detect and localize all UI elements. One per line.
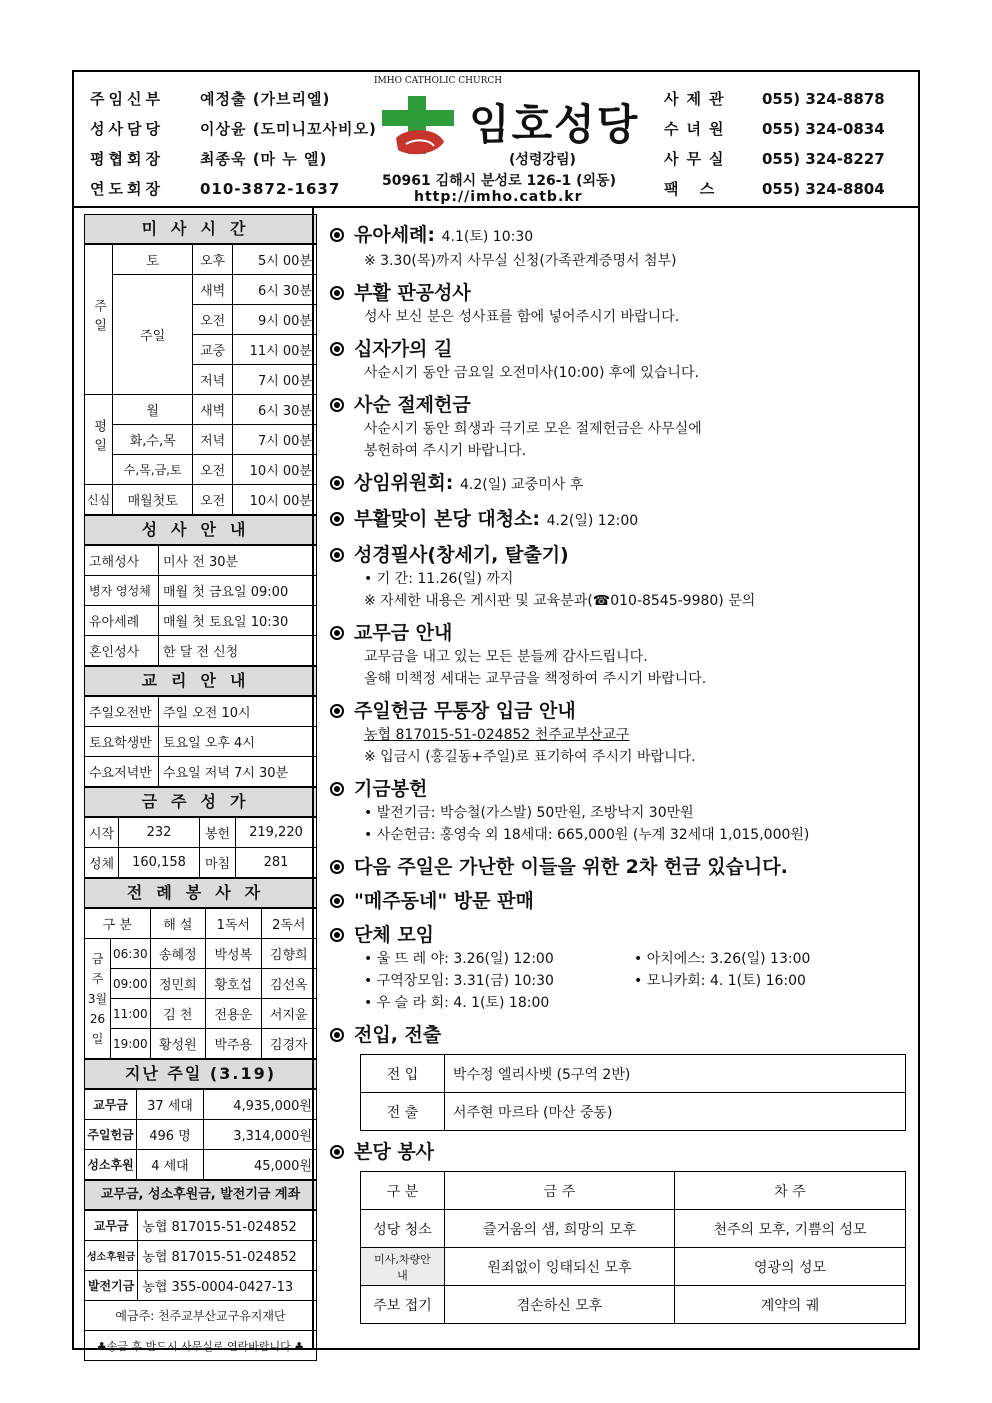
value: 매월 첫 토요일 10:30 xyxy=(159,606,317,636)
name: 정민희 xyxy=(150,969,205,999)
key: 주보 접기 xyxy=(361,1286,445,1324)
title: 교무금 안내 xyxy=(354,622,453,644)
transfer-table xyxy=(360,1054,906,1131)
line: 사순시기 동안 금요일 오전미사(10:00) 후에 있습니다. xyxy=(364,365,699,381)
label: 연도회장 xyxy=(90,180,164,198)
label: 사제관 xyxy=(664,90,732,108)
name: 황호섭 xyxy=(206,969,261,999)
key: 성소후원 xyxy=(85,1150,137,1180)
title: 주일헌금 무통장 입금 안내 xyxy=(354,700,576,722)
label: 성사담당 xyxy=(90,120,164,138)
servers-table xyxy=(84,908,317,1059)
period: 오후 xyxy=(193,245,233,275)
time: 09:00 xyxy=(111,969,151,999)
time: 6시 30분 xyxy=(233,275,317,305)
group-item: • 구역장모임: 3.31(금) 10:30 xyxy=(364,973,554,989)
period: 오전 xyxy=(193,455,233,485)
time: 9시 00분 xyxy=(233,305,317,335)
title: 단체 모임 xyxy=(354,924,435,946)
line: 올해 미책정 세대는 교무금을 책정하여 주시기 바랍니다. xyxy=(364,671,707,687)
notice-lent-offering xyxy=(330,392,910,462)
time: 6시 30분 xyxy=(233,395,317,425)
time: 7시 00분 xyxy=(233,365,317,395)
key: 발전기금 xyxy=(85,1271,138,1301)
key: 고해성사 xyxy=(85,546,159,576)
value: 원죄없이 잉태되신 모후 xyxy=(445,1248,675,1286)
key: 마침 xyxy=(200,848,236,878)
group-item: • 우 슬 라 회: 4. 1(토) 18:00 xyxy=(364,995,550,1011)
name: 전용운 xyxy=(206,999,261,1029)
period: 저녁 xyxy=(193,425,233,455)
bullet-icon xyxy=(330,782,344,796)
title: 성경필사(창세기, 탈출기) xyxy=(354,544,569,566)
notice-meju xyxy=(330,888,910,914)
group-item: • 울 뜨 레 야: 3.26(일) 12:00 xyxy=(364,951,554,967)
subtitle: 4.2(일) 12:00 xyxy=(546,513,639,529)
label: 평협회장 xyxy=(90,150,164,168)
account-number: 농협 817015-51-024852 천주교부산교구 xyxy=(364,727,630,743)
notice-deposit xyxy=(330,698,910,768)
value: 이상윤 (도미니꼬사비오) xyxy=(200,120,377,138)
value: 주일 오전 10시 xyxy=(159,697,317,727)
key: 성소후원금 xyxy=(85,1241,138,1271)
notice-donation xyxy=(330,776,910,846)
header-left-row xyxy=(90,84,377,114)
time: 5시 00분 xyxy=(233,245,317,275)
sinshim-label: 신심 xyxy=(85,485,113,515)
key: 수요저녁반 xyxy=(85,757,159,787)
servers-title: 전례봉사자 xyxy=(84,878,317,908)
phone: 055) 324-8227 xyxy=(762,150,885,168)
amount: 4,935,000원 xyxy=(203,1090,316,1120)
line: ※ 자세한 내용은 게시판 및 교육분과(☎010-8545-9980) 문의 xyxy=(364,593,756,609)
sacrament-title: 성사안내 xyxy=(84,515,317,545)
bullet-icon xyxy=(330,1028,344,1042)
value: 농협 355-0004-0427-13 xyxy=(138,1271,317,1301)
subtitle: 4.1(토) 10:30 xyxy=(441,229,534,245)
value: 010-3872-1637 xyxy=(200,180,341,198)
last-week-title: 지난 주일 (3.19) xyxy=(84,1059,317,1089)
header-left-row xyxy=(90,174,377,204)
header: 구 분 xyxy=(85,909,151,939)
group-item: • 아치에스: 3.26(일) 13:00 xyxy=(634,951,811,967)
period: 오전 xyxy=(193,485,233,515)
time: 11시 00분 xyxy=(233,335,317,365)
doctrine-title: 교리안내 xyxy=(84,666,317,696)
time: 10시 00분 xyxy=(233,485,317,515)
value: 박수정 엘리사벳 (5구역 2반) xyxy=(445,1055,906,1093)
patron: (성령강림) xyxy=(509,152,576,168)
address: 50961 김해시 분성로 126-1 (외동) xyxy=(382,173,616,189)
title: "메주동네" 방문 판매 xyxy=(354,890,534,912)
key: 주일오전반 xyxy=(85,697,159,727)
time: 19:00 xyxy=(111,1029,151,1059)
name: 김 천 xyxy=(150,999,205,1029)
logo-arc-text: IMHO CATHOLIC CHURCH xyxy=(374,76,503,86)
header xyxy=(74,72,918,208)
day: 화,수,목 xyxy=(113,425,193,455)
day: 토 xyxy=(113,245,193,275)
value: 232 xyxy=(119,818,200,848)
value: 219,220 xyxy=(236,818,317,848)
line: 성사 보신 분은 성사표를 함에 넣어주시기 바랍니다. xyxy=(364,309,680,325)
sacrament-table xyxy=(84,545,317,666)
accounts-table xyxy=(84,1210,317,1361)
header: 차 주 xyxy=(675,1172,906,1210)
bulletin-frame xyxy=(72,70,920,1353)
period: 저녁 xyxy=(193,365,233,395)
period: 새벽 xyxy=(193,275,233,305)
day: 매월첫토 xyxy=(113,485,193,515)
count: 496 명 xyxy=(137,1120,204,1150)
time: 10시 00분 xyxy=(233,455,317,485)
accounts-title: 교무금, 성소후원금, 발전기금 계좌 xyxy=(84,1180,317,1210)
bullet-icon xyxy=(330,398,344,412)
header: 1독서 xyxy=(206,909,261,939)
sunday-label: 주일 xyxy=(85,245,113,395)
key: 성당 청소 xyxy=(361,1210,445,1248)
title: 상임위원회: xyxy=(354,472,454,494)
header: 금 주 xyxy=(445,1172,675,1210)
key: 시작 xyxy=(85,818,119,848)
name: 박주용 xyxy=(206,1029,261,1059)
last-week-table xyxy=(84,1089,317,1180)
key: 병자 영성체 xyxy=(85,576,159,606)
account-holder: 예금주: 천주교부산교구유지재단 xyxy=(85,1301,317,1331)
header-right xyxy=(664,84,885,204)
bullet-icon xyxy=(330,512,344,526)
notice-transfer xyxy=(330,1022,910,1131)
line: • 기 간: 11.26(일) 까지 xyxy=(364,571,514,587)
time: 7시 00분 xyxy=(233,425,317,455)
name: 서지윤 xyxy=(261,999,316,1029)
key: 유아세례 xyxy=(85,606,159,636)
bullet-icon xyxy=(330,1145,344,1159)
period: 오전 xyxy=(193,305,233,335)
name: 김향희 xyxy=(261,939,316,969)
contact-row xyxy=(664,144,885,174)
header: 구 분 xyxy=(361,1172,445,1210)
church-name: 임호성당 xyxy=(469,100,640,149)
label: 팩 스 xyxy=(664,180,723,198)
subtitle: 4.2(일) 교중미사 후 xyxy=(460,477,584,493)
label: 수녀원 xyxy=(664,120,732,138)
hymn-table xyxy=(84,817,317,878)
doctrine-table xyxy=(84,696,317,787)
notice-bible xyxy=(330,542,910,612)
notice-cleaning xyxy=(330,506,910,534)
contact-row xyxy=(664,174,885,204)
title: 유아세례: xyxy=(354,224,436,246)
name: 황성원 xyxy=(150,1029,205,1059)
header: 해 설 xyxy=(150,909,205,939)
line: 봉헌하여 주시기 바랍니다. xyxy=(364,443,527,459)
name: 김선옥 xyxy=(261,969,316,999)
label: 주임신부 xyxy=(90,90,164,108)
bullet-icon xyxy=(330,228,344,242)
value: 계약의 궤 xyxy=(675,1286,906,1324)
value: 영광의 성모 xyxy=(675,1248,906,1286)
key: 전 출 xyxy=(361,1093,445,1131)
notice-second-collection xyxy=(330,854,910,880)
period: 교중 xyxy=(193,335,233,365)
key: 주일헌금 xyxy=(85,1120,137,1150)
title: 본당 봉사 xyxy=(354,1141,435,1163)
notice-committee xyxy=(330,470,910,498)
title: 부활맞이 본당 대청소: xyxy=(354,508,541,530)
contact-row xyxy=(664,114,885,144)
key: 교무금 xyxy=(85,1211,138,1241)
notice-groups xyxy=(330,922,910,1014)
name: 김경자 xyxy=(261,1029,316,1059)
day: 수,목,금,토 xyxy=(113,455,193,485)
value: 겸손하신 모후 xyxy=(445,1286,675,1324)
value: 수요일 저녁 7시 30분 xyxy=(159,757,317,787)
key: 성체 xyxy=(85,848,119,878)
amount: 45,000원 xyxy=(203,1150,316,1180)
title: 다음 주일은 가난한 이들을 위한 2차 헌금 있습니다. xyxy=(354,856,788,878)
bullet-icon xyxy=(330,548,344,562)
bullet-icon xyxy=(330,476,344,490)
date-label: 금주 3월 26일 xyxy=(85,939,111,1059)
day: 월 xyxy=(113,395,193,425)
column-divider xyxy=(312,208,314,1350)
phone: 055) 324-8878 xyxy=(762,90,885,108)
contact-row xyxy=(664,84,885,114)
name: 박성복 xyxy=(206,939,261,969)
header: 2독서 xyxy=(261,909,316,939)
mass-title: 미사시간 xyxy=(84,214,317,244)
notice-service xyxy=(330,1139,910,1324)
mass-table xyxy=(84,244,317,515)
key: 토요학생반 xyxy=(85,727,159,757)
bullet-icon xyxy=(330,286,344,300)
value: 최종욱 (마 누 엘) xyxy=(200,150,328,168)
line: • 발전기금: 박승철(가스발) 50만원, 조방낙지 30만원 xyxy=(364,805,694,821)
website-link[interactable]: http://imho.catb.kr xyxy=(414,189,583,205)
time: 11:00 xyxy=(111,999,151,1029)
church-logo xyxy=(374,76,664,206)
value: 즐거움의 샘, 희망의 모후 xyxy=(445,1210,675,1248)
notice-dues xyxy=(330,620,910,690)
transfer-notice: ♣송금 후 반드시 사무실로 연락바랍니다.♣ xyxy=(85,1331,317,1361)
value: 예정출 (가브리엘) xyxy=(200,90,331,108)
value: 농협 817015-51-024852 xyxy=(138,1241,317,1271)
weekday-label: 평일 xyxy=(85,395,113,485)
notices xyxy=(330,222,910,1332)
group-item: • 모니카회: 4. 1(토) 16:00 xyxy=(634,973,806,989)
phone: 055) 324-8804 xyxy=(762,180,885,198)
line: ※ 3.30(목)까지 사무실 신청(가족관계증명서 첨부) xyxy=(364,253,677,269)
value: 미사 전 30분 xyxy=(159,546,317,576)
title: 사순 절제헌금 xyxy=(354,394,471,416)
label: 사무실 xyxy=(664,150,732,168)
title: 부활 판공성사 xyxy=(354,282,471,304)
value: 매월 첫 금요일 09:00 xyxy=(159,576,317,606)
phone: 055) 324-0834 xyxy=(762,120,885,138)
title: 전입, 전출 xyxy=(354,1024,442,1046)
notice-easter-confession xyxy=(330,280,910,328)
key: 전 입 xyxy=(361,1055,445,1093)
bullet-icon xyxy=(330,894,344,908)
bullet-icon xyxy=(330,704,344,718)
line: ※ 입금시 (홍길동+주일)로 표기하여 주시기 바랍니다. xyxy=(364,749,696,765)
header-left-row xyxy=(90,144,377,174)
notice-stations xyxy=(330,336,910,384)
music-title: 금주성가 xyxy=(84,787,317,817)
title: 십자가의 길 xyxy=(354,338,453,360)
church-emblem-icon xyxy=(378,94,466,164)
value: 농협 817015-51-024852 xyxy=(138,1211,317,1241)
name: 송혜정 xyxy=(150,939,205,969)
period: 새벽 xyxy=(193,395,233,425)
value: 천주의 모후, 기쁨의 성모 xyxy=(675,1210,906,1248)
time: 06:30 xyxy=(111,939,151,969)
line: 사순시기 동안 희생과 극기로 모은 절제헌금은 사무실에 xyxy=(364,421,702,437)
key: 교무금 xyxy=(85,1090,137,1120)
value: 토요일 오후 4시 xyxy=(159,727,317,757)
bullet-icon xyxy=(330,928,344,942)
key: 혼인성사 xyxy=(85,636,159,666)
key: 미사,차량안내 xyxy=(361,1248,445,1286)
header-left xyxy=(90,84,377,204)
key: 봉헌 xyxy=(200,818,236,848)
sidebar xyxy=(84,214,317,1361)
value: 한 달 전 신청 xyxy=(159,636,317,666)
bullet-icon xyxy=(330,860,344,874)
bullet-icon xyxy=(330,342,344,356)
count: 37 세대 xyxy=(137,1090,204,1120)
line: 교무금을 내고 있는 모든 분들께 감사드립니다. xyxy=(364,649,648,665)
title: 기금봉헌 xyxy=(354,778,428,800)
value: 281 xyxy=(236,848,317,878)
day: 주일 xyxy=(113,275,193,395)
count: 4 세대 xyxy=(137,1150,204,1180)
service-table xyxy=(360,1171,906,1324)
header-left-row xyxy=(90,114,377,144)
amount: 3,314,000원 xyxy=(203,1120,316,1150)
value: 160,158 xyxy=(119,848,200,878)
notice-infant-baptism xyxy=(330,222,910,272)
bullet-icon xyxy=(330,626,344,640)
line: • 사순헌금: 홍영숙 외 18세대: 665,000원 (누계 32세대 1,015,000원) xyxy=(364,827,810,843)
value: 서주현 마르타 (마산 중동) xyxy=(445,1093,906,1131)
